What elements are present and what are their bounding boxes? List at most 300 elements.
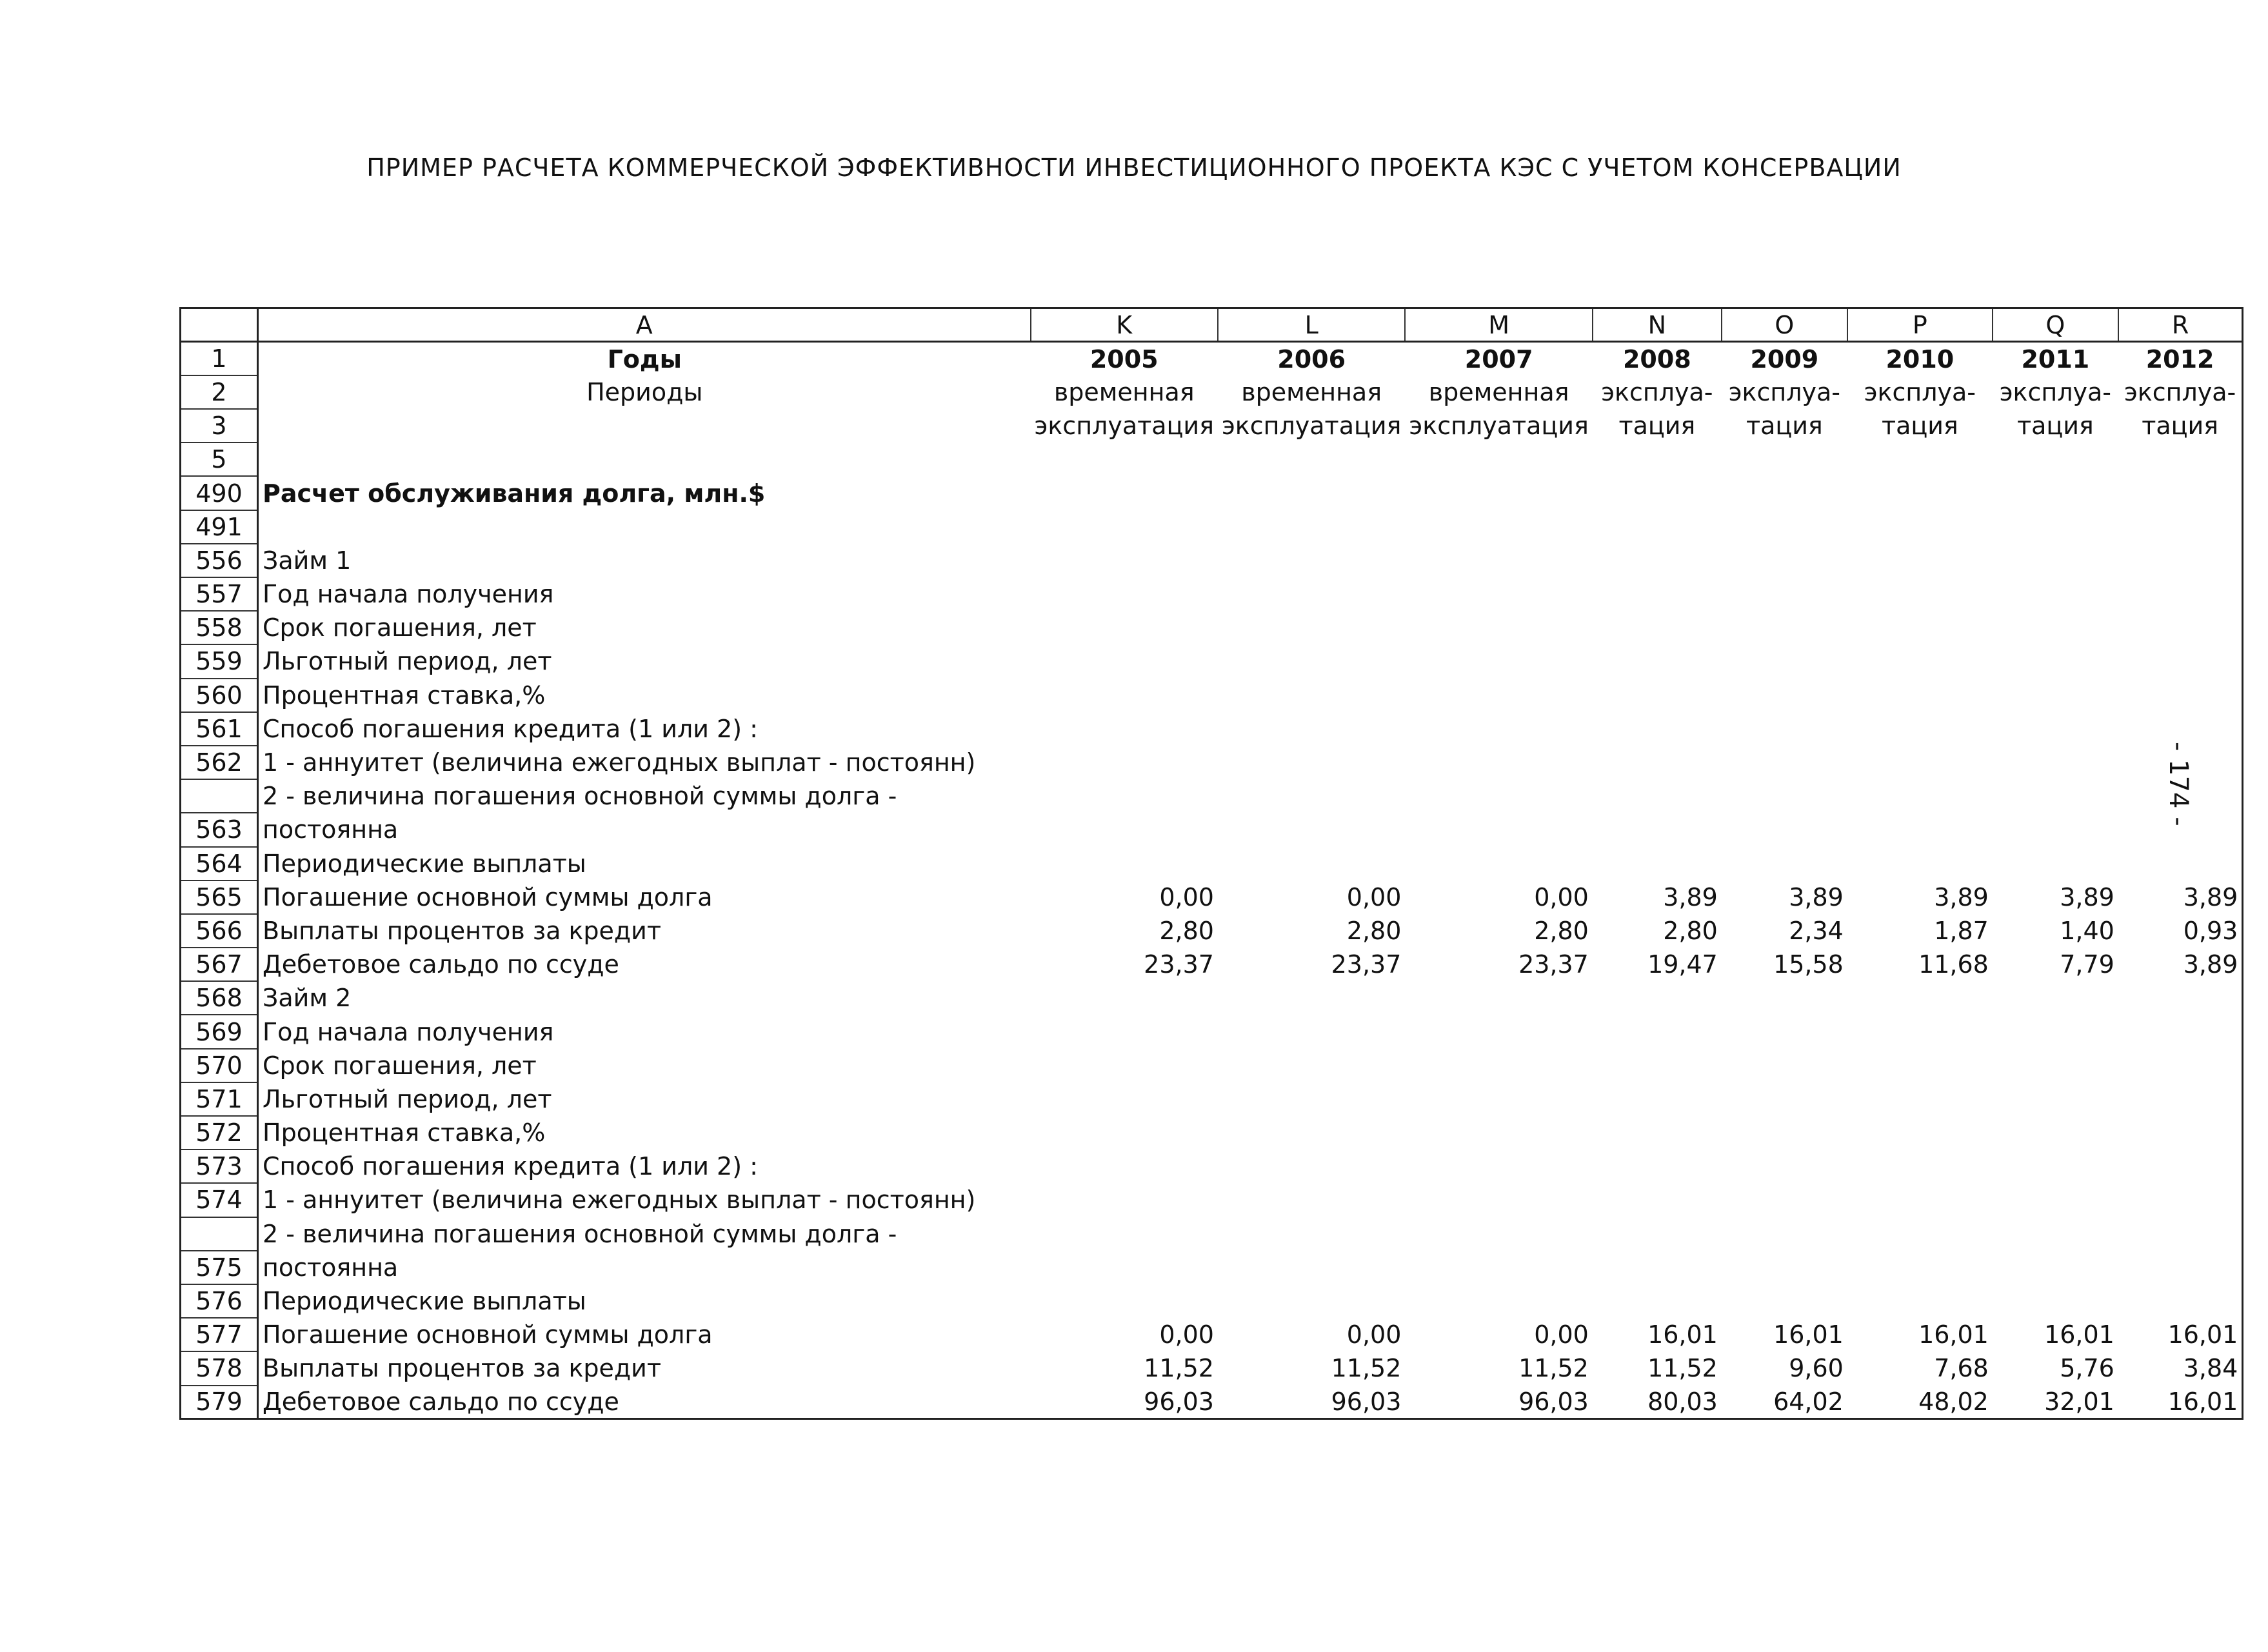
value-cell — [1847, 1183, 1993, 1217]
value-cell — [1593, 981, 1722, 1015]
table-row — [181, 679, 2243, 712]
value-cell — [1993, 510, 2118, 544]
value-cell — [1031, 1116, 1218, 1149]
value-cell: 16,01 — [1773, 1320, 1844, 1349]
value-cell — [1722, 544, 1847, 577]
value-cell — [1031, 679, 1218, 712]
value-cell — [2118, 712, 2243, 746]
value-cell: 3,89 — [2060, 882, 2114, 911]
value-cell: 15,58 — [1773, 950, 1844, 979]
value-cell — [2118, 510, 2243, 544]
table-row — [181, 914, 2243, 948]
row-label: 1 - аннуитет (величина ежегодных выплат - постоянн) — [263, 1186, 976, 1215]
row-label: Процентная ставка,% — [263, 681, 546, 710]
page-title: ПРИМЕР РАСЧЕТА КОММЕРЧЕСКОЙ ЭФФЕКТИВНОСТИ ИНВЕСТИЦИОННОГО ПРОЕКТА КЭС С УЧЕТОМ КОНСЕРВАЦИИ — [366, 154, 1902, 182]
value-cell: 2005 — [1089, 344, 1159, 373]
value-cell — [1847, 1251, 1993, 1284]
row-number: 563 — [181, 813, 258, 846]
value-cell — [1993, 577, 2118, 611]
value-cell — [2118, 981, 2243, 1015]
value-cell — [1405, 443, 1592, 476]
value-cell — [1847, 1284, 1993, 1318]
value-cell: временная — [1241, 377, 1382, 406]
value-cell — [1031, 476, 1218, 510]
table-row — [181, 746, 2243, 779]
value-cell — [1722, 679, 1847, 712]
header-periods-row-2 — [181, 409, 2243, 443]
value-cell — [1847, 644, 1993, 678]
column-letter: M — [1405, 308, 1592, 342]
value-cell — [1405, 476, 1592, 510]
value-cell: 11,68 — [1918, 950, 1989, 979]
value-cell — [1722, 1183, 1847, 1217]
value-cell — [2118, 577, 2243, 611]
value-cell: 2009 — [1750, 344, 1819, 373]
value-cell: 16,01 — [2044, 1320, 2114, 1349]
row-number: 570 — [181, 1049, 258, 1082]
value-cell — [1405, 746, 1592, 779]
value-cell — [2118, 1149, 2243, 1183]
value-cell — [1031, 644, 1218, 678]
section-title-row — [181, 476, 2243, 510]
value-cell — [1722, 1049, 1847, 1082]
value-cell — [1593, 779, 1722, 813]
row-number: 562 — [181, 746, 258, 779]
value-cell: 11,52 — [1144, 1354, 1214, 1383]
row-number: 561 — [181, 712, 258, 746]
row-label: постоянна — [263, 815, 399, 844]
value-cell — [1031, 1049, 1218, 1082]
row-number: 568 — [181, 981, 258, 1015]
row-number: 572 — [181, 1116, 258, 1149]
value-cell: тация — [1746, 412, 1823, 441]
value-cell: 0,00 — [1159, 882, 1214, 911]
value-cell: 0,00 — [1534, 1320, 1589, 1349]
table-row — [181, 1351, 2243, 1385]
value-cell: 96,03 — [1405, 1386, 1592, 1419]
row-label: Погашение основной суммы долга — [263, 882, 713, 911]
row-label: постоянна — [263, 1253, 399, 1282]
value-cell — [2118, 1284, 2243, 1318]
row-number: 2 — [181, 375, 258, 409]
value-cell — [1405, 644, 1592, 678]
row-label: Дебетовое сальдо по ссуде — [258, 1386, 1031, 1419]
value-cell — [1031, 712, 1218, 746]
value-cell: 2,80 — [1159, 916, 1214, 945]
value-cell — [1722, 476, 1847, 510]
value-cell: 2,80 — [1346, 916, 1402, 945]
value-cell: 1,40 — [2060, 916, 2114, 945]
table-row — [181, 948, 2243, 981]
value-cell — [1722, 1284, 1847, 1318]
row-label: 2 - величина погашения основной суммы долга - — [263, 1219, 897, 1248]
value-cell — [1218, 1284, 1405, 1318]
value-cell — [1847, 577, 1993, 611]
value-cell: временная — [1428, 377, 1569, 406]
row-label: Срок погашения, лет — [263, 613, 537, 642]
value-cell: 96,03 — [1218, 1386, 1405, 1419]
value-cell: 16,01 — [1918, 1320, 1989, 1349]
value-cell — [1593, 1082, 1722, 1116]
row-label: Способ погашения кредита (1 или 2) : — [263, 714, 758, 743]
value-cell: эксплуатация — [1409, 412, 1589, 441]
value-cell — [1405, 1183, 1592, 1217]
table-row — [181, 1284, 2243, 1318]
value-cell — [1993, 611, 2118, 644]
value-cell — [2118, 1082, 2243, 1116]
value-cell — [1993, 679, 2118, 712]
row-label: Займ 1 — [263, 546, 352, 575]
value-cell: 48,02 — [1847, 1386, 1993, 1419]
value-cell — [1218, 644, 1405, 678]
value-cell — [1218, 1116, 1405, 1149]
value-cell — [1847, 779, 1993, 813]
row-label: Периодические выплаты — [263, 1287, 586, 1316]
row-number: 3 — [181, 409, 258, 443]
value-cell: 2,80 — [1663, 916, 1718, 945]
value-cell — [1218, 544, 1405, 577]
row-label: Год начала получения — [263, 580, 554, 609]
value-cell — [1722, 1116, 1847, 1149]
value-cell — [1593, 1049, 1722, 1082]
table-row — [181, 1149, 2243, 1183]
row-label — [258, 409, 1031, 443]
column-letter: L — [1218, 308, 1405, 342]
value-cell — [1405, 1082, 1592, 1116]
value-cell — [1218, 1149, 1405, 1183]
value-cell: 0,00 — [1159, 1320, 1214, 1349]
value-cell — [1847, 1049, 1993, 1082]
table-row — [181, 1251, 2243, 1284]
table-row — [181, 847, 2243, 881]
value-cell — [1847, 746, 1993, 779]
value-cell: эксплуа- — [1728, 377, 1841, 406]
value-cell: 3,89 — [2118, 881, 2243, 914]
value-cell — [1847, 443, 1993, 476]
value-cell — [1722, 712, 1847, 746]
value-cell — [1722, 1251, 1847, 1284]
table-row — [181, 1183, 2243, 1217]
table-row — [181, 1116, 2243, 1149]
value-cell: 2012 — [2118, 342, 2243, 375]
value-cell — [1031, 611, 1218, 644]
value-cell — [1722, 746, 1847, 779]
column-letter-row — [181, 308, 2243, 342]
value-cell: 96,03 — [1031, 1386, 1218, 1419]
value-cell — [1031, 847, 1218, 881]
value-cell: 19,47 — [1647, 950, 1718, 979]
value-cell — [1405, 712, 1592, 746]
value-cell — [1993, 1015, 2118, 1048]
value-cell — [1593, 813, 1722, 846]
value-cell: 11,52 — [1647, 1354, 1718, 1383]
value-cell — [1593, 1015, 1722, 1048]
value-cell — [1847, 679, 1993, 712]
value-cell — [1722, 981, 1847, 1015]
value-cell — [1847, 476, 1993, 510]
value-cell — [1993, 712, 2118, 746]
column-letter: O — [1722, 308, 1847, 342]
value-cell — [1722, 611, 1847, 644]
value-cell — [1593, 1217, 1722, 1251]
column-letter: R — [2118, 308, 2243, 342]
value-cell: 0,00 — [1534, 882, 1589, 911]
value-cell — [1405, 1251, 1592, 1284]
value-cell — [1993, 476, 2118, 510]
value-cell — [1993, 813, 2118, 846]
value-cell — [1405, 847, 1592, 881]
value-cell: 3,89 — [1663, 882, 1718, 911]
value-cell — [1722, 1015, 1847, 1048]
value-cell — [1722, 644, 1847, 678]
value-cell — [1722, 577, 1847, 611]
value-cell — [1847, 510, 1993, 544]
value-cell — [1218, 847, 1405, 881]
row-label: Процентная ставка,% — [263, 1119, 546, 1148]
header-periods-row — [181, 375, 2243, 409]
table-row — [181, 577, 2243, 611]
table-row — [181, 1015, 2243, 1048]
value-cell — [1218, 611, 1405, 644]
value-cell — [2118, 1049, 2243, 1082]
value-cell — [1405, 1015, 1592, 1048]
value-cell: 16,01 — [2118, 1386, 2243, 1419]
value-cell — [2118, 544, 2243, 577]
row-label: Периодические выплаты — [263, 849, 586, 878]
row-label: Дебетовое сальдо по ссуде — [263, 950, 619, 979]
value-cell: 11,52 — [1331, 1354, 1402, 1383]
value-cell — [1031, 813, 1218, 846]
row-number: 573 — [181, 1149, 258, 1183]
value-cell — [1847, 544, 1993, 577]
value-cell — [1993, 1116, 2118, 1149]
value-cell — [1593, 544, 1722, 577]
table-row — [181, 611, 2243, 644]
value-cell: 2,34 — [1789, 916, 1844, 945]
value-cell — [1993, 544, 2118, 577]
value-cell — [1993, 1183, 2118, 1217]
value-cell — [1218, 1183, 1405, 1217]
value-cell — [2118, 611, 2243, 644]
value-cell — [1593, 611, 1722, 644]
value-cell: 80,03 — [1593, 1386, 1722, 1419]
value-cell — [1031, 981, 1218, 1015]
row-label: Выплаты процентов за кредит — [263, 916, 662, 945]
row-label: Год начала получения — [263, 1017, 554, 1046]
value-cell — [2118, 813, 2243, 846]
row-number: 569 — [181, 1015, 258, 1048]
row-number — [181, 779, 258, 813]
value-cell — [1031, 1149, 1218, 1183]
table-row — [181, 1217, 2243, 1251]
row-label: Периоды — [586, 377, 703, 406]
value-cell — [2118, 679, 2243, 712]
value-cell — [1218, 443, 1405, 476]
value-cell — [1218, 779, 1405, 813]
column-letter: P — [1847, 308, 1993, 342]
row-number: 1 — [181, 342, 258, 375]
value-cell — [1847, 1015, 1993, 1048]
table-row — [181, 1082, 2243, 1116]
value-cell: временная — [1053, 377, 1195, 406]
value-cell: 2,80 — [1534, 916, 1589, 945]
value-cell — [1722, 847, 1847, 881]
value-cell — [1031, 779, 1218, 813]
value-cell: 7,79 — [2060, 950, 2114, 979]
value-cell: эксплуа- — [1601, 377, 1713, 406]
value-cell — [1218, 1217, 1405, 1251]
value-cell: эксплуатация — [1034, 412, 1214, 441]
value-cell: 0,00 — [1346, 1320, 1402, 1349]
value-cell — [1031, 1183, 1218, 1217]
row-number: 579 — [181, 1386, 258, 1419]
header-years-row — [181, 342, 2243, 375]
page-number: - 174 - — [2164, 742, 2193, 826]
table-row — [181, 1318, 2243, 1351]
row-number: 566 — [181, 914, 258, 948]
value-cell — [1722, 443, 1847, 476]
corner-cell — [181, 308, 258, 342]
value-cell — [1405, 510, 1592, 544]
table-row — [181, 813, 2243, 846]
value-cell — [1405, 1149, 1592, 1183]
row-label: 2 - величина погашения основной суммы долга - — [263, 782, 897, 811]
value-cell — [1593, 1284, 1722, 1318]
row-label: Льготный период, лет — [263, 647, 552, 676]
loan-title-row — [181, 981, 2243, 1015]
row-label: Расчет обслуживания долга, млн.$ — [263, 479, 766, 508]
value-cell — [1722, 779, 1847, 813]
blank-row — [181, 510, 2243, 544]
value-cell — [1405, 577, 1592, 611]
value-cell — [1031, 1217, 1218, 1251]
row-number: 557 — [181, 577, 258, 611]
value-cell — [1993, 779, 2118, 813]
loan-title-row — [181, 544, 2243, 577]
value-cell — [1218, 1251, 1405, 1284]
value-cell — [1593, 510, 1722, 544]
value-cell — [1593, 476, 1722, 510]
column-letter: K — [1031, 308, 1218, 342]
row-number: 577 — [181, 1318, 258, 1351]
value-cell — [1847, 1082, 1993, 1116]
value-cell — [1993, 1284, 2118, 1318]
row-number: 490 — [181, 476, 258, 510]
value-cell — [1218, 476, 1405, 510]
row-number: 576 — [181, 1284, 258, 1318]
value-cell — [2118, 476, 2243, 510]
value-cell — [1993, 847, 2118, 881]
value-cell — [1218, 813, 1405, 846]
value-cell — [1031, 746, 1218, 779]
value-cell — [1722, 1217, 1847, 1251]
value-cell — [1593, 746, 1722, 779]
value-cell: 23,37 — [1518, 950, 1589, 979]
value-cell — [1847, 712, 1993, 746]
row-number: 565 — [181, 881, 258, 914]
value-cell — [2118, 443, 2243, 476]
value-cell — [1031, 1251, 1218, 1284]
value-cell: тация — [2118, 409, 2243, 443]
value-cell — [1593, 679, 1722, 712]
row-number: 5 — [181, 443, 258, 476]
value-cell — [1405, 1217, 1592, 1251]
row-number: 559 — [181, 644, 258, 678]
value-cell: 3,84 — [2118, 1351, 2243, 1385]
value-cell — [1722, 1149, 1847, 1183]
value-cell — [1993, 981, 2118, 1015]
value-cell — [1218, 1015, 1405, 1048]
value-cell — [1847, 611, 1993, 644]
value-cell: эксплуа- — [1999, 377, 2112, 406]
value-cell: 11,52 — [1518, 1354, 1589, 1383]
value-cell — [1218, 510, 1405, 544]
value-cell — [1847, 847, 1993, 881]
value-cell — [1405, 813, 1592, 846]
column-letter: Q — [1993, 308, 2118, 342]
value-cell — [1405, 611, 1592, 644]
value-cell — [1031, 510, 1218, 544]
row-label: Льготный период, лет — [263, 1084, 552, 1113]
value-cell: 2007 — [1464, 344, 1533, 373]
value-cell: 23,37 — [1331, 950, 1402, 979]
value-cell — [1405, 679, 1592, 712]
value-cell — [2118, 1183, 2243, 1217]
value-cell: 5,76 — [2060, 1354, 2114, 1383]
value-cell: 3,89 — [1934, 882, 1989, 911]
row-label: Годы — [607, 344, 682, 373]
value-cell — [1593, 644, 1722, 678]
value-cell — [1722, 510, 1847, 544]
value-cell: 0,00 — [1346, 882, 1402, 911]
value-cell — [2118, 1217, 2243, 1251]
row-label: Погашение основной суммы долга — [263, 1320, 713, 1349]
value-cell — [1218, 1082, 1405, 1116]
column-letter: N — [1593, 308, 1722, 342]
value-cell — [1722, 813, 1847, 846]
value-cell: 1,87 — [1934, 916, 1989, 945]
value-cell — [2118, 746, 2243, 779]
value-cell — [1993, 1049, 2118, 1082]
row-number: 560 — [181, 679, 258, 712]
value-cell — [2118, 1015, 2243, 1048]
value-cell — [1593, 443, 1722, 476]
value-cell — [1993, 1149, 2118, 1183]
row-number: 574 — [181, 1183, 258, 1217]
value-cell — [1218, 712, 1405, 746]
value-cell — [1031, 1015, 1218, 1048]
table-row — [181, 881, 2243, 914]
value-cell: эксплуа- — [2118, 375, 2243, 409]
row-number: 575 — [181, 1251, 258, 1284]
value-cell — [1593, 1183, 1722, 1217]
table-row — [181, 712, 2243, 746]
value-cell — [1847, 1149, 1993, 1183]
value-cell: 0,93 — [2118, 914, 2243, 948]
value-cell: 16,01 — [1647, 1320, 1718, 1349]
value-cell — [1031, 577, 1218, 611]
value-cell — [1993, 644, 2118, 678]
value-cell — [1218, 1049, 1405, 1082]
value-cell: эксплуатация — [1221, 412, 1402, 441]
value-cell: тация — [2016, 412, 2094, 441]
value-cell — [1405, 981, 1592, 1015]
value-cell: 3,89 — [1789, 882, 1844, 911]
value-cell: эксплуа- — [1864, 377, 1976, 406]
value-cell — [1593, 1116, 1722, 1149]
value-cell — [1993, 1082, 2118, 1116]
value-cell: 7,68 — [1934, 1354, 1989, 1383]
